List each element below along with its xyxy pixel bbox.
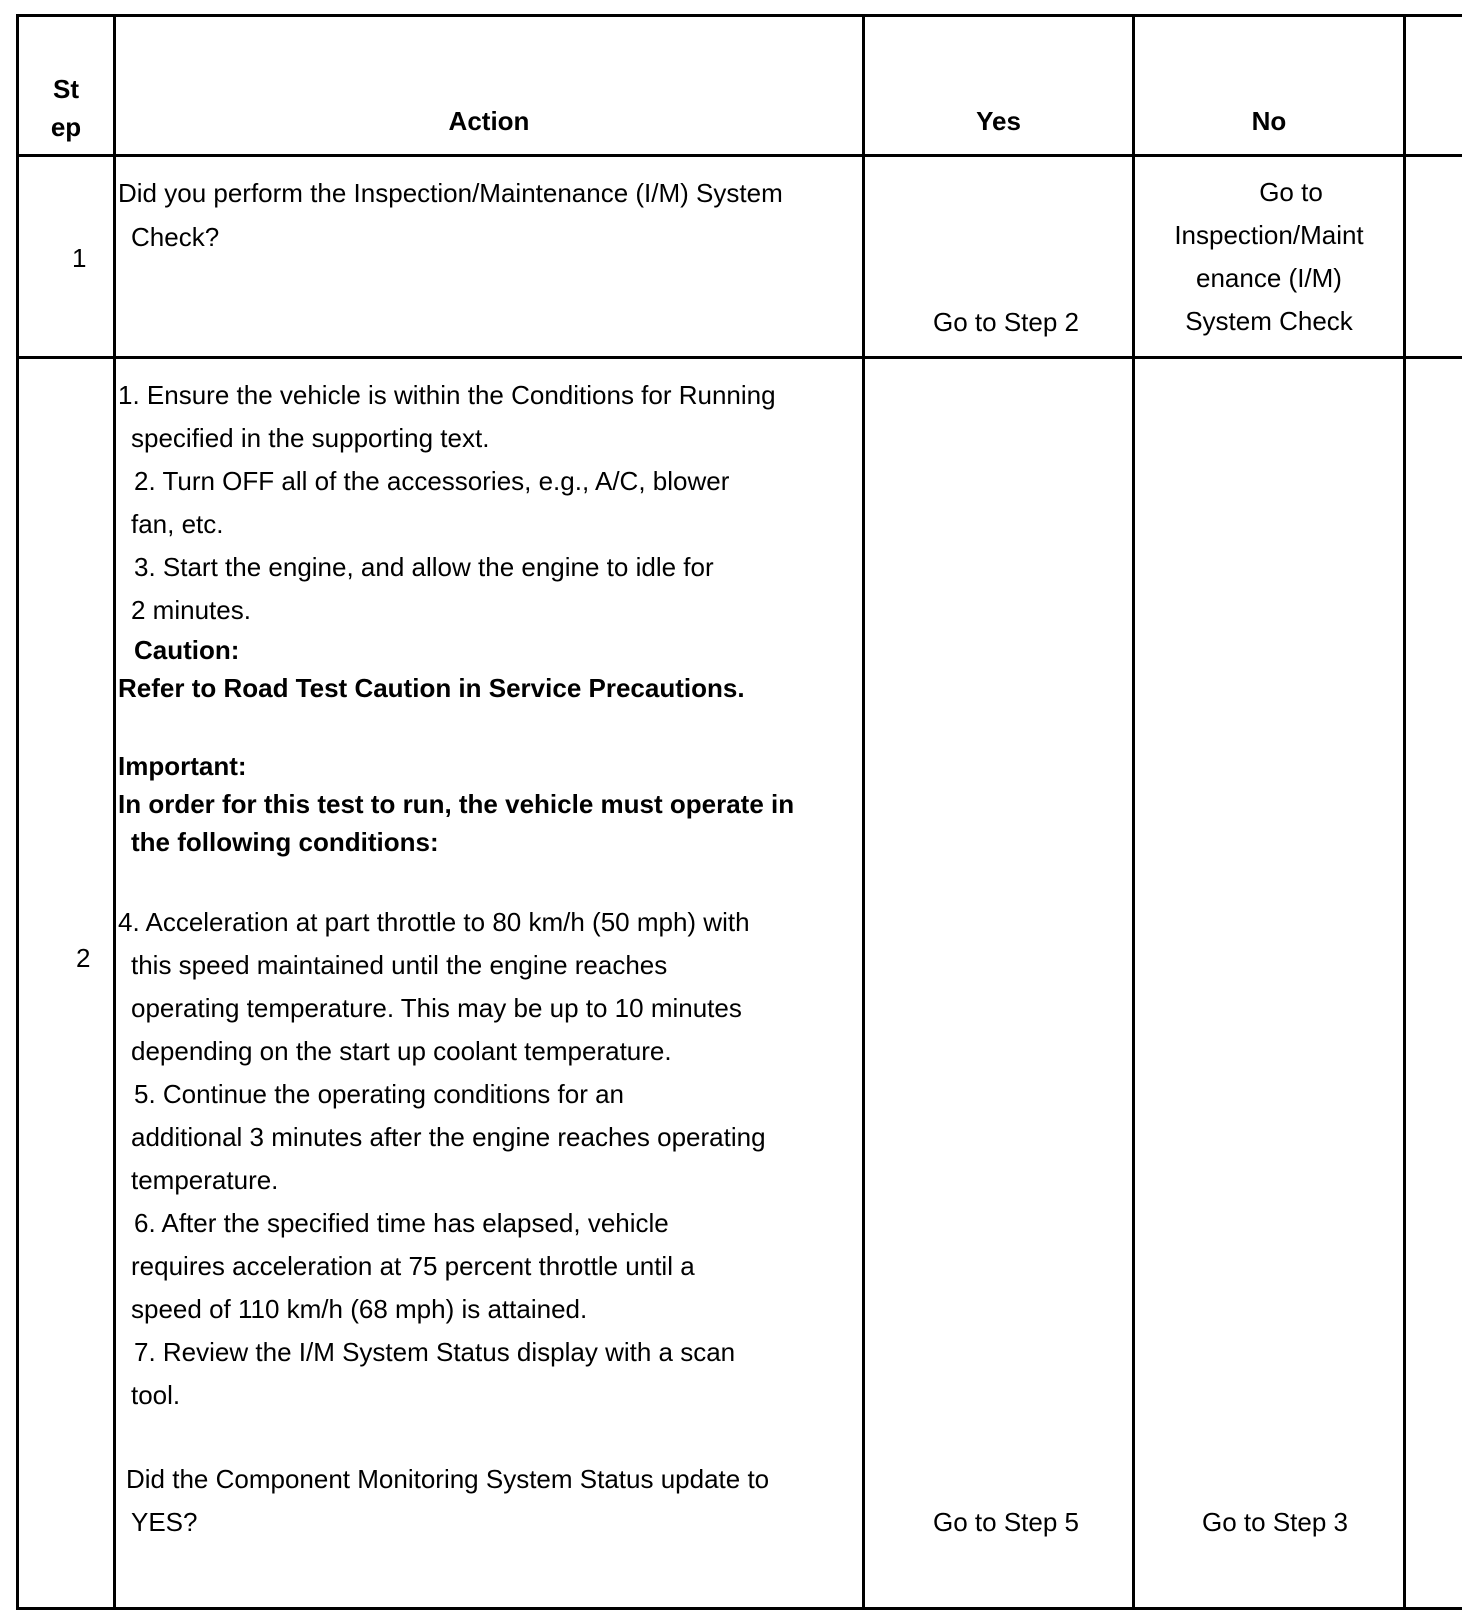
row2-step-line: tool. [131, 1380, 181, 1410]
table-border-top [16, 14, 1462, 17]
row2-question-line2: YES? [131, 1507, 198, 1537]
row2-step-line: 5. Continue the operating conditions for an [134, 1079, 625, 1109]
row1-step-number: 1 [72, 243, 87, 273]
row2-step-line: temperature. [131, 1165, 279, 1195]
caution-text: Refer to Road Test Caution in Service Precautions. [118, 673, 745, 703]
important-text-line2: the following conditions: [131, 827, 439, 857]
row2-no: Go to Step 3 [1202, 1507, 1348, 1537]
row1-no [1135, 171, 1403, 343]
table-border-bottom [16, 1607, 1462, 1610]
row1-no-line2: Inspection/Maint [1174, 220, 1364, 250]
row2-step-line: this speed maintained until the engine reaches [131, 950, 668, 980]
row2-step-line: 7. Review the I/M System Status display with a scan [134, 1337, 736, 1367]
row2-action-line: 1. Ensure the vehicle is within the Conditions for Running [118, 380, 776, 410]
row2-step-line: additional 3 minutes after the engine reaches operating [131, 1122, 766, 1152]
row2-question-line1: Did the Component Monitoring System Status update to [126, 1464, 770, 1494]
row2-step-line: requires acceleration at 75 percent throttle until a [131, 1251, 695, 1281]
row1-divider [16, 356, 1462, 359]
header-step-line1: St [53, 74, 79, 104]
row1-yes: Go to Step 2 [933, 307, 1079, 337]
row2-step-line: 4. Acceleration at part throttle to 80 km/h (50 mph) with [118, 907, 750, 937]
row1-no-line4: System Check [1185, 306, 1353, 336]
row2-step-line: depending on the start up coolant temperature. [131, 1036, 672, 1066]
header-step [19, 70, 113, 146]
header-step-line2: ep [50, 112, 82, 142]
row2-action-line: 2. Turn OFF all of the accessories, e.g., A/C, blower [134, 466, 730, 496]
row1-no-line3: enance (I/M) [1196, 263, 1342, 293]
important-label: Important: [118, 751, 247, 781]
row2-step-line: speed of 110 km/h (68 mph) is attained. [131, 1294, 588, 1324]
row2-action-line: fan, etc. [131, 509, 224, 539]
diagnostic-table [16, 14, 1462, 1610]
table-border-left [16, 14, 19, 1610]
row2-action-line: specified in the supporting text. [131, 423, 490, 453]
header-no: No [1251, 106, 1287, 136]
row2-step-number: 2 [76, 943, 91, 973]
row2-action-line: 2 minutes. [131, 595, 251, 625]
row1-action-line1: Did you perform the Inspection/Maintenance (I/M) System [118, 178, 783, 208]
col-divider-action [862, 14, 865, 1610]
header-divider [16, 154, 1462, 157]
important-text-line1: In order for this test to run, the vehicle must operate in [118, 789, 795, 819]
row1-no-line1: Go to [1259, 177, 1323, 207]
col-divider-step [113, 14, 116, 1610]
row2-yes: Go to Step 5 [933, 1507, 1079, 1537]
row2-step-line: operating temperature. This may be up to 10 minutes [131, 993, 742, 1023]
table-border-right [1403, 14, 1406, 1610]
header-yes: Yes [976, 106, 1021, 136]
caution-label: Caution: [134, 635, 240, 665]
row1-action-line2: Check? [131, 222, 220, 252]
row2-action-line: 3. Start the engine, and allow the engine to idle for [134, 552, 714, 582]
row2-step-line: 6. After the specified time has elapsed, vehicle [134, 1208, 669, 1238]
header-action: Action [448, 106, 530, 136]
